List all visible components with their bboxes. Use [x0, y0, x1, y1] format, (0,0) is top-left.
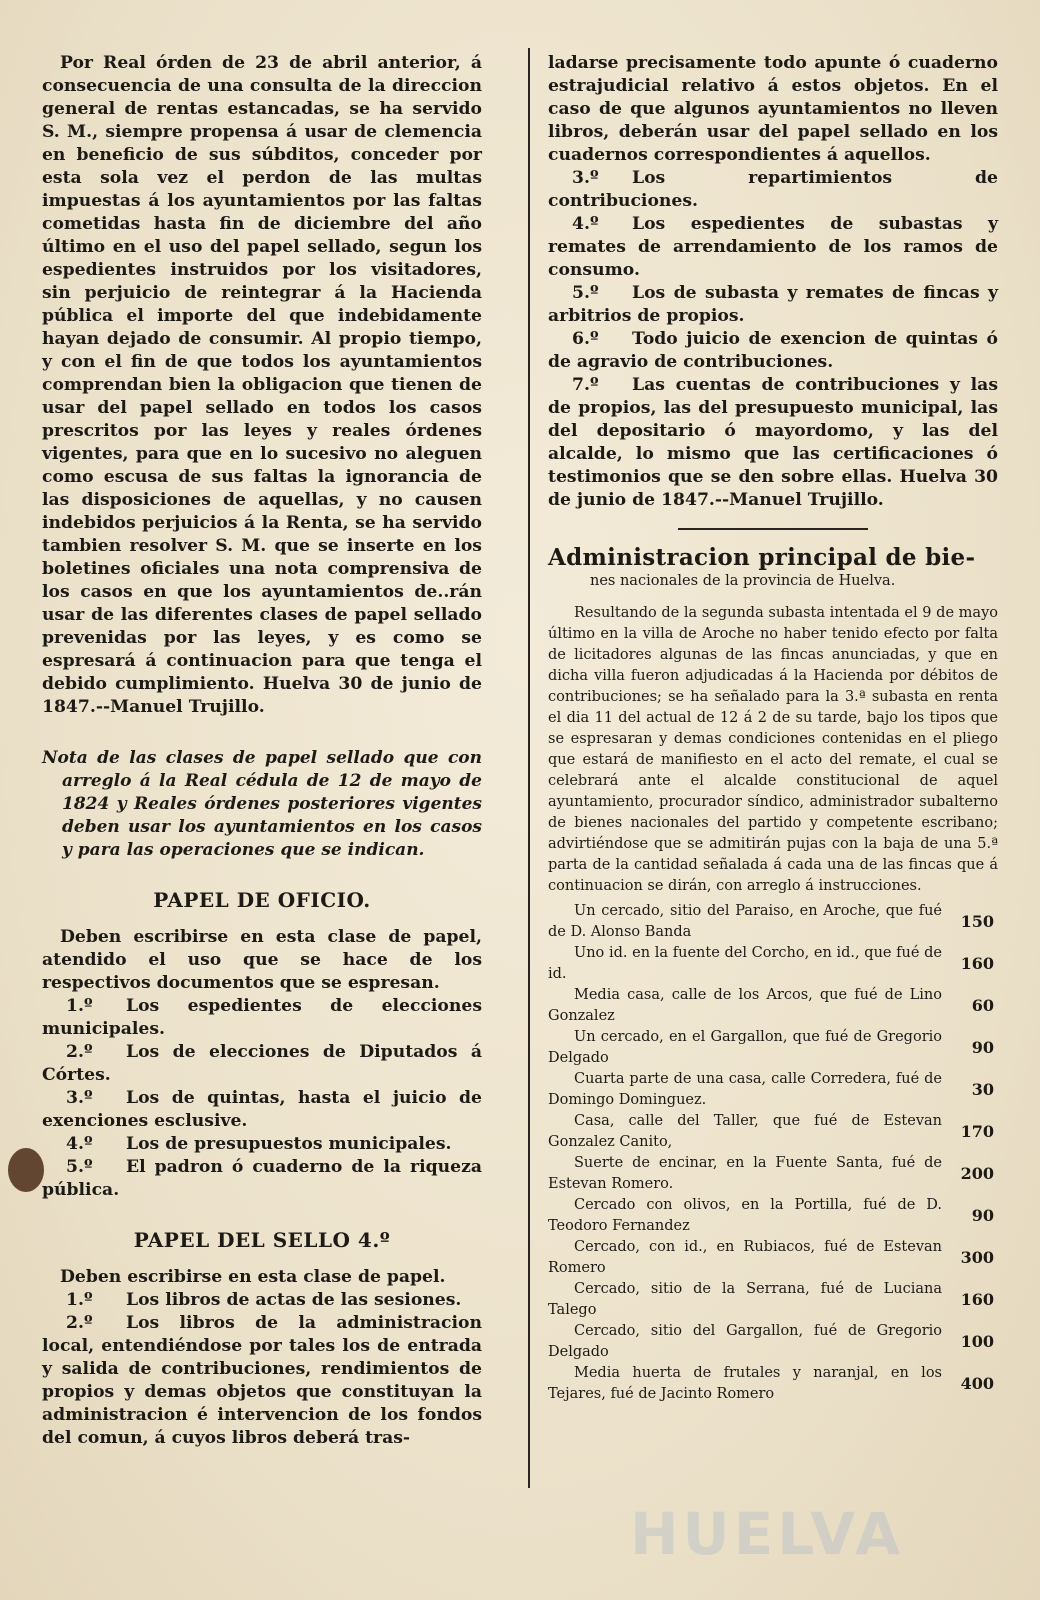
watermark-stamp: HUELVA [630, 1500, 905, 1568]
sello-intro: Deben escribirse en esta clase de papel. [60, 1267, 446, 1287]
lot-entry [548, 1363, 998, 1405]
item-text: Los de subasta y remates de fincas y arbitrios de propios. [548, 283, 998, 326]
right-list [548, 167, 998, 512]
item-number: 4.º [572, 214, 599, 234]
list-item [42, 1289, 482, 1312]
item-text: El padron ó cuaderno de la riqueza pública. [42, 1157, 482, 1200]
lot-value: 90 [971, 1038, 994, 1057]
item-number: 2.º [66, 1042, 93, 1062]
item-text: Las cuentas de contribuciones y las de propios, las del presupuesto municipal, las del depositario ó mayordomo, y las del alcalde, lo mismo que las certificaciones ó testimonios que se den sobre ellas. Huelva 30 de junio de 1847.--Manuel Trujillo. [548, 375, 998, 510]
item-number: 7.º [572, 375, 599, 395]
sello-title: PAPEL DEL SELLO 4.º [133, 1228, 391, 1252]
lots-list [548, 901, 998, 1405]
lot-value: 170 [960, 1122, 994, 1141]
admin-title: Administracion principal de bie- [548, 544, 976, 571]
lot-description: Cercado, sitio de la Serrana, fué de Luciana Talego [548, 1281, 942, 1318]
item-text: Los libros de la administracion local, entendiéndose por tales los de entrada y salida de contribuciones, rendimientos de propios y demas objetos que constituyan la administracion é intervencion de los fondos del comun, á cuyos libros deberá tras- [42, 1313, 482, 1448]
item-number: 3.º [66, 1088, 93, 1108]
item-text: Los de presupuestos municipales. [126, 1134, 452, 1154]
lot-value: 400 [960, 1374, 994, 1393]
oficio-title: PAPEL DE OFICIO. [153, 888, 371, 912]
ink-stain [8, 1148, 44, 1192]
lot-description: Cercado, sitio del Gargallon, fué de Gregorio Delgado [548, 1323, 942, 1360]
lot-entry [548, 1153, 998, 1195]
item-text: Los espedientes de subastas y remates de arrendamiento de los ramos de consumo. [548, 214, 998, 280]
item-number: 1.º [66, 1290, 93, 1310]
oficio-intro: Deben escribirse en esta clase de papel, atendido el uso que se hace de los respectivos documentos que se espresan. [42, 927, 482, 993]
lot-entry [548, 1027, 998, 1069]
lot-description: Cuarta parte de una casa, calle Corredera, fué de Domingo Dominguez. [548, 1071, 942, 1108]
nota-heading: Nota de las clases de papel sellado que con arreglo á la Real cédula de 12 de mayo de 1824 y Reales órdenes posteriores vigentes deben usar los ayuntamientos en los casos y para las operaciones que se indican. [42, 748, 482, 860]
item-number: 1.º [66, 996, 93, 1016]
lot-entry [548, 901, 998, 943]
lot-description: Casa, calle del Taller, que fué de Estevan Gonzalez Canito, [548, 1113, 942, 1150]
item-text: Los repartimientos de contribuciones. [548, 168, 998, 211]
item-number: 6.º [572, 329, 599, 349]
lot-value: 150 [960, 912, 994, 931]
lot-value: 100 [960, 1332, 994, 1351]
lot-value: 160 [960, 954, 994, 973]
item-text: Los libros de actas de las sesiones. [126, 1290, 462, 1310]
item-text: Los de quintas, hasta el juicio de exenciones esclusive. [42, 1088, 482, 1131]
list-item [548, 167, 998, 213]
lot-description: Media huerta de frutales y naranjal, en los Tejares, fué de Jacinto Romero [548, 1365, 942, 1402]
lot-entry [548, 943, 998, 985]
item-text: Todo juicio de exencion de quintas ó de agravio de contribuciones. [548, 329, 998, 372]
lot-entry [548, 1111, 998, 1153]
column-divider [528, 48, 530, 1488]
list-item [42, 1156, 482, 1202]
left-column [42, 52, 482, 1450]
list-item [548, 213, 998, 282]
list-item [42, 1312, 482, 1450]
lot-description: Uno id. en la fuente del Corcho, en id., que fué de id. [548, 945, 942, 982]
admin-paragraph: Resultando de la segunda subasta intentada el 9 de mayo último en la villa de Aroche no haber tenido efecto por falta de licitadores algunas de las fincas anunciadas, y que en dicha villa fueron adjudicadas á la Hacienda por débitos de contribuciones; se ha señalado para la 3.ª subasta en renta el dia 11 del actual de 12 á 2 de su tarde, bajo los tipos que se espresaran y demas condiciones contenidas en el pliego que estará de manifiesto en el acto del remate, el cual se celebrará ante el alcalde constitucional de aquel ayuntamiento, procurador síndico, administrador subalterno de bienes nacionales del partido y competente escribano; advirtiéndose que se admitirán pujas con la baja de una 5.ª parta de la cantidad señalada á cada una de las fincas que á continuacion se dirán, con arreglo á instrucciones. [548, 605, 998, 894]
lot-value: 90 [971, 1206, 994, 1225]
lot-description: Media casa, calle de los Arcos, que fué de Lino Gonzalez [548, 987, 942, 1024]
list-item [42, 1041, 482, 1087]
lot-entry [548, 985, 998, 1027]
list-item [42, 995, 482, 1041]
item-number: 3.º [572, 168, 599, 188]
lot-entry [548, 1195, 998, 1237]
lot-description: Suerte de encinar, en la Fuente Santa, fué de Estevan Romero. [548, 1155, 942, 1192]
lot-description: Cercado con olivos, en la Portilla, fué de D. Teodoro Fernandez [548, 1197, 942, 1234]
list-item [548, 282, 998, 328]
lot-description: Un cercado, sitio del Paraiso, en Aroche, que fué de D. Alonso Banda [548, 903, 942, 940]
lot-entry [548, 1237, 998, 1279]
item-number: 5.º [572, 283, 599, 303]
continuation-paragraph: ladarse precisamente todo apunte ó cuaderno estrajudicial relativo á estos objetos. En el caso de que algunos ayuntamientos no lleven libros, deberán usar del papel sellado en los cuadernos correspondientes á aquellos. [548, 53, 998, 165]
sello-list [42, 1289, 482, 1450]
lot-value: 60 [971, 996, 994, 1015]
oficio-list [42, 995, 482, 1202]
list-item [42, 1133, 482, 1156]
section-rule [678, 528, 868, 530]
intro-paragraph: Por Real órden de 23 de abril anterior, á consecuencia de una consulta de la direccion general de rentas estancadas, se ha servido S. M., siempre propensa á usar de clemencia en beneficio de sus súbditos, conceder por esta sola vez el perdon de las multas impuestas á los ayuntamientos por las faltas cometidas hasta fin de diciembre del año último en el uso del papel sellado, segun los espedientes instruidos por los visitadores, sin perjuicio de reintegrar á la Hacienda pública el importe del que indebidamente hayan dejado de consumir. Al propio tiempo, y con el fin de que todos los ayuntamientos comprendan bien la obligacion que tienen de usar del papel sellado en todos los casos prescritos por las leyes y reales órdenes vigentes, para que en lo sucesivo no aleguen como escusa de sus faltas la ignorancia de las disposiciones de aquellas, y no causen indebidos perjuicios á la Renta, se ha servido tambien resolver S. M. que se inserte en los boletines oficiales una nota comprensiva de los casos en que los ayuntamientos de..rán usar de las diferentes clases de papel sellado prevenidas por las leyes, y es como se espresará á continuacion para que tenga el debido cumplimiento. Huelva 30 de junio de 1847.--Manuel Trujillo. [42, 53, 482, 717]
lot-entry [548, 1279, 998, 1321]
lot-value: 30 [971, 1080, 994, 1099]
lot-description: Cercado, con id., en Rubiacos, fué de Estevan Romero [548, 1239, 942, 1276]
list-item [548, 328, 998, 374]
admin-subtitle: nes nacionales de la provincia de Huelva. [590, 573, 896, 589]
lot-entry [548, 1321, 998, 1363]
list-item [548, 374, 998, 512]
lot-value: 200 [960, 1164, 994, 1183]
item-number: 5.º [66, 1157, 93, 1177]
right-column [548, 52, 998, 1405]
item-number: 4.º [66, 1134, 93, 1154]
item-text: Los de elecciones de Diputados á Córtes. [42, 1042, 482, 1085]
lot-value: 160 [960, 1290, 994, 1309]
lot-description: Un cercado, en el Gargallon, que fué de Gregorio Delgado [548, 1029, 942, 1066]
lot-value: 300 [960, 1248, 994, 1267]
list-item [42, 1087, 482, 1133]
item-text: Los espedientes de elecciones municipales. [42, 996, 482, 1039]
lot-entry [548, 1069, 998, 1111]
item-number: 2.º [66, 1313, 93, 1333]
